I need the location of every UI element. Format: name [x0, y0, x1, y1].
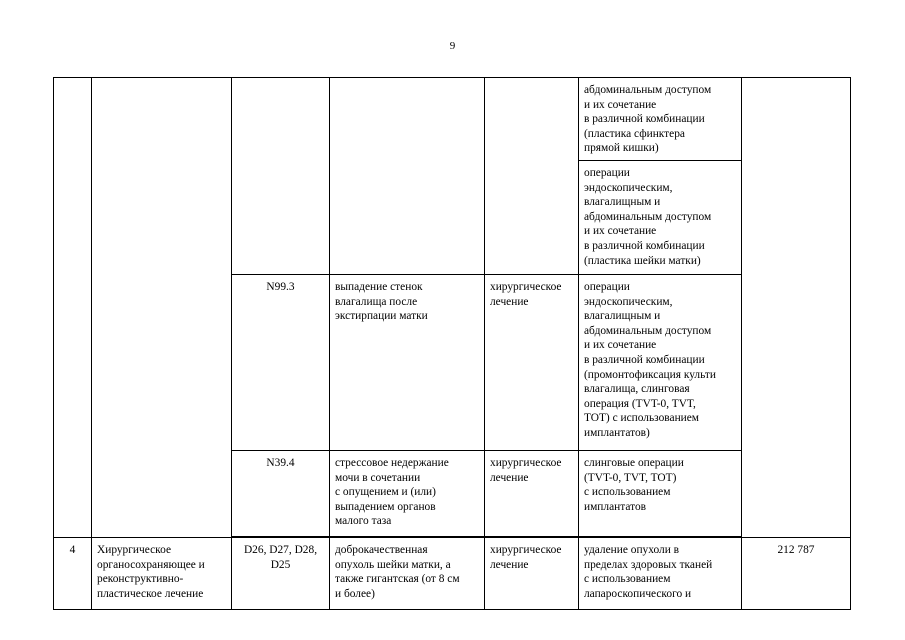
diagnosis-cell: стрессовое недержание мочи в сочетании с опущением и (или) выпадением органов малого таза — [330, 451, 485, 537]
row-number-cell — [54, 78, 92, 538]
row-number-cell: 4 — [54, 538, 92, 610]
treatment-cell: хирургическое лечение — [485, 275, 579, 451]
table-row — [54, 538, 851, 610]
care-type-cell — [92, 78, 232, 538]
icd-code-cell: N99.3 — [232, 275, 330, 451]
medical-care-table — [53, 77, 851, 610]
diagnosis-cell: доброкачественная опухоль шейки матки, а также гигантская (от 8 см и более) — [330, 538, 485, 610]
icd-code-cell — [232, 78, 330, 275]
care-type-cell: Хирургическое органосохраняющее и реконструктивно- пластическое лечение — [92, 538, 232, 610]
method-cell: слинговые операции (TVT-0, TVT, TOT) с использованием имплантатов — [579, 451, 742, 537]
method-cell: удаление опухоли в пределах здоровых тканей с использованием лапароскопического и — [579, 538, 742, 610]
icd-code-cell: N39.4 — [232, 451, 330, 537]
cost-cell: 212 787 — [742, 538, 851, 610]
icd-code-cell: D26, D27, D28, D25 — [232, 538, 330, 610]
table-row — [54, 78, 851, 161]
method-cell: операции эндоскопическим, влагалищным и абдоминальным доступом и их сочетание в различной комбинации (промонтофиксация культи влагалища, слинговая операция (TVT-0, TVT, TOT) с использованием имплантатов) — [579, 275, 742, 451]
page-number: 9 — [449, 40, 456, 52]
treatment-cell: хирургическое лечение — [485, 538, 579, 610]
diagnosis-cell: выпадение стенок влагалища после экстирпации матки — [330, 275, 485, 451]
diagnosis-cell — [330, 78, 485, 275]
method-cell: абдоминальным доступом и их сочетание в различной комбинации (пластика сфинктера прямой кишки) — [579, 78, 742, 161]
treatment-cell — [485, 78, 579, 275]
method-cell: операции эндоскопическим, влагалищным и абдоминальным доступом и их сочетание в различной комбинации (пластика шейки матки) — [579, 161, 742, 275]
cost-cell — [742, 78, 851, 538]
treatment-cell: хирургическое лечение — [485, 451, 579, 537]
